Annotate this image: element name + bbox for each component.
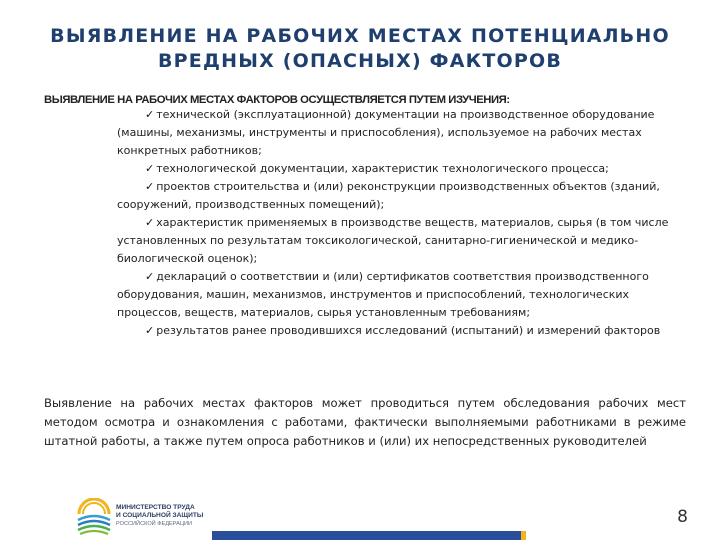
checkmark-icon: ✓ [145, 180, 155, 193]
ministry-emblem-icon [76, 498, 112, 536]
checkmark-icon: ✓ [145, 270, 155, 283]
ministry-logo [76, 497, 216, 537]
list-item-text: технической (эксплуатационной) документации на производственное оборудование (машины, механизмы, инструменты и приспособления), используемое на рабочих местах конкретных работников; [117, 108, 655, 157]
list-item-text: технологической документации, характеристик технологического процесса; [156, 162, 609, 175]
list-item-text: характеристик применяемых в производстве веществ, материалов, сырья (в том числе установленных по результатам токсикологической, санитарно-гигиенической и медико-биологической оценок); [117, 216, 669, 265]
list-item [117, 214, 692, 268]
intro-heading: ВЫЯВЛЕНИЕ НА РАБОЧИХ МЕСТАХ ФАКТОРОВ ОСУЩЕСТВЛЯЕТСЯ ПУТЕМ ИЗУЧЕНИЯ: [44, 94, 510, 106]
ministry-line-2: И СОЦИАЛЬНОЙ ЗАЩИТЫ [116, 512, 204, 519]
checkmark-icon: ✓ [145, 108, 155, 121]
footer-bar-blue [212, 531, 521, 540]
list-item [117, 106, 692, 160]
list-item [117, 160, 692, 178]
list-item-text: деклараций о соответствии и (или) сертификатов соответствия производственного оборудования, машин, механизмов, инструментов и приспособлений, технологических процессов, веществ, материалов, сырья установленным требованиям; [117, 270, 649, 319]
checkmark-icon: ✓ [145, 324, 155, 337]
ministry-line-1: МИНИСТЕРСТВО ТРУДА [116, 504, 195, 511]
list-item [117, 178, 692, 214]
slide-title: ВЫЯВЛЕНИЕ НА РАБОЧИХ МЕСТАХ ПОТЕНЦИАЛЬНО ВРЕДНЫХ (ОПАСНЫХ) ФАКТОРОВ [50, 25, 670, 72]
list-item-text: результатов ранее проводившихся исследований (испытаний) и измерений факторов [156, 324, 661, 337]
ministry-name [116, 504, 226, 528]
checkmark-icon: ✓ [145, 216, 155, 229]
page-number: 8 [677, 507, 688, 527]
summary-paragraph: Выявление на рабочих местах факторов может проводиться путем обследования рабочих мест методом осмотра и ознакомления с работами, фактически выполняемыми работниками в режиме штатной работы, а также путем опроса работников и (или) их непосредственных руководителей [44, 396, 686, 448]
footer-accent-bar [212, 531, 526, 540]
ministry-line-3: РОССИЙСКОЙ ФЕДЕРАЦИИ [116, 521, 193, 527]
source-list [117, 106, 692, 340]
checkmark-icon: ✓ [145, 162, 155, 175]
footer-bar-gold [521, 531, 526, 540]
list-item-text: проектов строительства и (или) реконструкции производственных объектов (зданий, сооружений, производственных помещений); [117, 180, 660, 211]
list-item [117, 322, 692, 340]
list-item [117, 268, 692, 322]
